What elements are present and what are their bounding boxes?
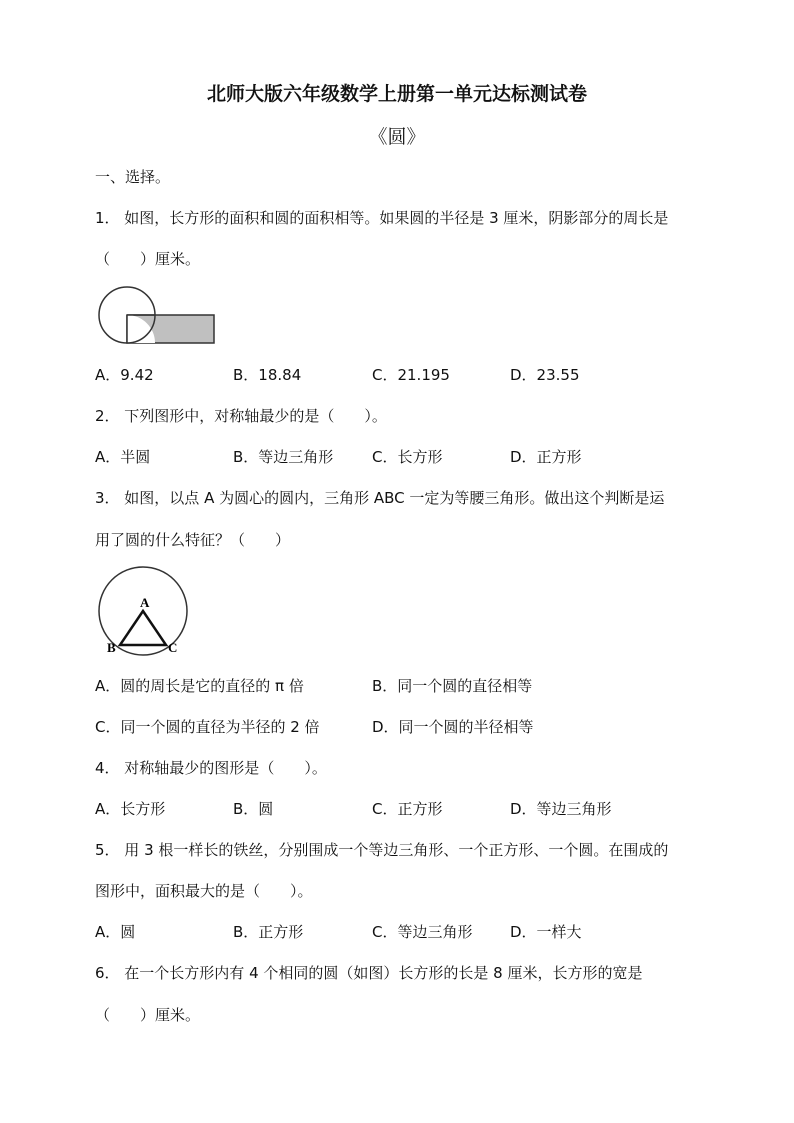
q3-option-b: B．同一个圆的直径相等 bbox=[372, 677, 533, 695]
q3-option-a: A．圆的周长是它的直径的 π 倍 bbox=[95, 677, 304, 695]
q4-option-a: A．长方形 bbox=[95, 800, 166, 818]
q5-option-c: C．等边三角形 bbox=[372, 923, 473, 941]
question-2-text: 2． 下列图形中，对称轴最少的是（ ）。 bbox=[95, 407, 387, 425]
label-a: A bbox=[140, 595, 150, 610]
q3-option-c: C．同一个圆的直径为半径的 2 倍 bbox=[95, 718, 320, 736]
question-1-figure bbox=[95, 282, 235, 352]
q5-option-d: D．一样大 bbox=[510, 923, 582, 941]
question-1-text: 1． 如图，长方形的面积和圆的面积相等。如果圆的半径是 3 厘米，阴影部分的周长是 bbox=[95, 209, 669, 227]
q4-option-b: B．圆 bbox=[233, 800, 274, 818]
label-b: B bbox=[107, 640, 116, 655]
page-subtitle: 《圆》 bbox=[368, 126, 426, 148]
label-c: C bbox=[168, 640, 178, 655]
q3-option-d: D．同一个圆的半径相等 bbox=[372, 718, 534, 736]
question-3-figure bbox=[95, 566, 205, 658]
page-title: 北师大版六年级数学上册第一单元达标测试卷 bbox=[206, 83, 587, 105]
question-6-text: 6． 在一个长方形内有 4 个相同的圆（如图）长方形的长是 8 厘米，长方形的宽是 bbox=[95, 964, 643, 982]
question-5-text: 5． 用 3 根一样长的铁丝，分别围成一个等边三角形、一个正方形、一个圆。在围成的 bbox=[95, 841, 669, 859]
section-heading: 一、选择。 bbox=[95, 168, 171, 186]
triangle-abc bbox=[120, 611, 166, 645]
q2-option-c: C．长方形 bbox=[372, 448, 443, 466]
q1-option-b: B．18.84 bbox=[233, 366, 302, 384]
question-6-text-cont: （ ）厘米。 bbox=[95, 1006, 201, 1024]
question-4-text: 4． 对称轴最少的图形是（ ）。 bbox=[95, 759, 327, 777]
q1-option-c: C．21.195 bbox=[372, 366, 450, 384]
q4-option-c: C．正方形 bbox=[372, 800, 443, 818]
q5-option-b: B．正方形 bbox=[233, 923, 304, 941]
question-1-text-cont: （ ）厘米。 bbox=[95, 250, 201, 268]
q4-option-d: D．等边三角形 bbox=[510, 800, 612, 818]
q1-option-d: D．23.55 bbox=[510, 366, 580, 384]
q2-option-d: D．正方形 bbox=[510, 448, 582, 466]
q2-option-a: A．半圆 bbox=[95, 448, 151, 466]
q2-option-b: B．等边三角形 bbox=[233, 448, 334, 466]
q1-option-a: A．9.42 bbox=[95, 366, 154, 384]
question-3-text: 3． 如图，以点 A 为圆心的圆内，三角形 ABC 一定为等腰三角形。做出这个判断是运 bbox=[95, 489, 665, 507]
q5-option-a: A．圆 bbox=[95, 923, 136, 941]
question-5-text-cont: 图形中，面积最大的是（ ）。 bbox=[95, 882, 313, 900]
question-3-text-cont: 用了圆的什么特征？（ ） bbox=[95, 531, 291, 549]
